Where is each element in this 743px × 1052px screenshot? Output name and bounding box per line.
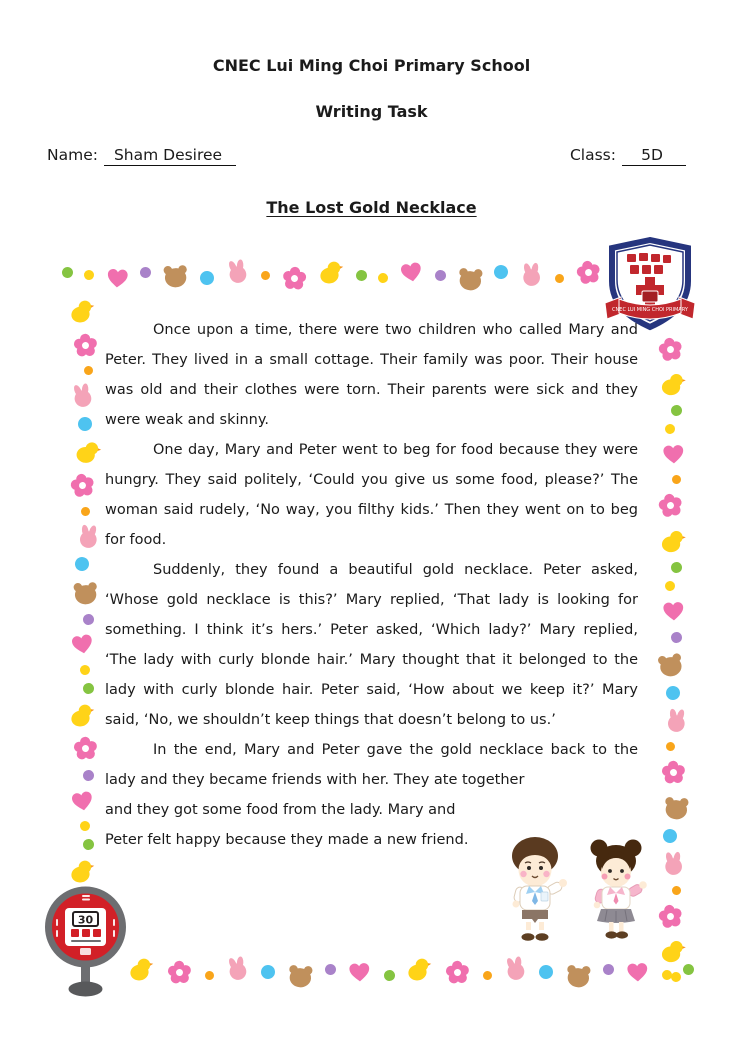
dot-blue-icon [74,556,90,572]
flower-icon [654,901,685,932]
sign-chinese-text [71,929,101,937]
heart-icon [68,630,97,659]
dot-blue-icon [78,416,93,431]
heart-icon [660,442,686,468]
paragraph-3: Suddenly, they found a beautiful gold necklace. Peter asked, ‘Whose gold necklace is this?’ Mary replied, ‘That lady is looking for something. I think it’s hers.’ Peter asked, ‘Which lady?’ Mary replied, ‘The lady with curly blonde hair.’ Mary thought that it belonged to the lady with curly blonde hair. Peter said, ‘How about we keep it?’ Mary said, ‘No, we shouldn’t keep things that doesn’t belong to us.’ [105,562,638,728]
dot-blue-icon [662,828,678,844]
essay-title: The Lost Gold Necklace [266,198,477,217]
dot-orange-icon [261,270,270,279]
flower-icon [654,490,685,521]
name-class-row [47,146,686,166]
dot-blue-icon [493,264,509,280]
dot-purple-icon [82,770,94,782]
name-field [47,146,236,166]
rabbit-icon [660,851,686,878]
dot-yellow-icon [80,821,91,832]
task-title: Writing Task [315,102,428,121]
dot-blue-icon [200,271,215,286]
duck-icon [659,370,687,397]
heart-icon [104,265,131,292]
dot-orange-icon [665,741,675,751]
dot-orange-icon [482,970,492,980]
school-badge-icon [597,237,703,335]
dot-blue-icon [539,965,554,980]
flower-icon [166,958,194,986]
duck-icon [66,856,97,886]
essay-body [105,315,638,855]
dot-green-icon [61,266,74,279]
dot-yellow-icon [664,580,676,592]
rabbit-icon [663,707,690,735]
dot-green-icon [383,969,395,981]
dot-green-icon [670,405,682,417]
flower-icon [444,958,472,986]
bear-icon [286,961,315,990]
heart-icon [660,598,686,624]
dot-orange-icon [83,366,93,376]
dot-purple-icon [324,963,337,976]
paragraph-1: Once upon a time, there were two children who called Mary and Peter. They lived in a small cottage. Their family was poor. Their house was old and their clothes were torn. Their parents were sick and they were weak and skinny. [105,322,638,428]
dot-blue-icon [666,686,681,701]
heart-icon [397,258,426,287]
decorative-border-top [62,252,602,298]
dot-purple-icon [602,963,615,976]
dot-orange-icon [555,273,565,283]
dot-purple-icon [140,266,153,279]
school-name: CNEC Lui Ming Choi Primary School [212,56,531,75]
duck-icon [126,954,157,984]
dot-purple-icon [434,269,446,281]
bear-icon [654,649,685,680]
bear-icon [71,578,99,606]
school-bus-stop-sign-icon [44,886,128,1004]
dot-purple-icon [82,613,94,625]
dot-yellow-icon [84,270,95,281]
paragraph-4: In the end, Mary and Peter gave the gold necklace back to the lady and they became friends with her. They ate together [105,742,638,788]
name-label: Name: [47,146,98,164]
flower-icon [659,759,687,787]
name-value: Sham Desiree [104,146,236,166]
rabbit-icon [223,257,252,287]
duck-icon [316,257,347,287]
dot-green-icon [356,269,368,281]
dot-green-icon [670,561,682,573]
dot-green-icon [82,682,94,694]
bear-icon [564,961,593,990]
dot-yellow-icon [661,970,672,981]
dot-orange-icon [80,507,89,516]
class-value: 5D [622,146,686,166]
flower-icon [71,735,99,763]
dot-orange-icon [671,475,681,485]
rabbit-icon [75,523,102,551]
bear-icon [162,261,190,289]
flower-icon [71,331,99,359]
duck-icon [659,527,687,554]
dot-purple-icon [670,631,682,643]
heart-icon [625,959,651,985]
flower-icon [66,470,97,501]
paragraph-2: One day, Mary and Peter went to beg for food because they were hungry. They said politely, ‘Could you give us some food, please?’ The woman said rudely, ‘No way, you filthy kids.’ Then they went on to beg for food. [105,442,638,548]
dot-orange-icon [671,885,681,895]
decorative-border-right [650,336,696,982]
duck-icon [404,954,435,984]
rabbit-icon [67,381,96,411]
rabbit-icon [223,954,252,984]
boy-character [512,837,567,941]
duck-icon [66,296,97,326]
girl-character [591,840,647,939]
dot-orange-icon [204,970,214,980]
heart-icon [347,959,373,985]
class-field [570,146,686,166]
flower-icon [280,264,309,293]
bear-icon [662,793,691,822]
children-illustration [495,830,649,960]
paragraph-4-continued: and they got some food from the lady. Mary and Peter felt happy because they made a new friend. [105,802,469,848]
duck-icon [66,699,97,729]
decorative-border-left [62,298,108,884]
class-label: Class: [569,146,616,164]
heart-icon [68,787,97,816]
flower-icon [654,334,685,365]
bus-route-number: 30 [77,913,94,927]
dot-green-icon [82,839,94,851]
dot-yellow-icon [378,273,389,284]
rabbit-icon [519,261,545,288]
bear-icon [456,264,485,293]
duck-icon [74,438,103,466]
dot-yellow-icon [80,665,91,676]
dot-blue-icon [261,965,276,980]
badge-ribbon-text: CNEC LUI MING CHOI PRIMARY [612,307,688,313]
dot-green-icon [682,963,695,976]
dot-yellow-icon [664,423,676,435]
